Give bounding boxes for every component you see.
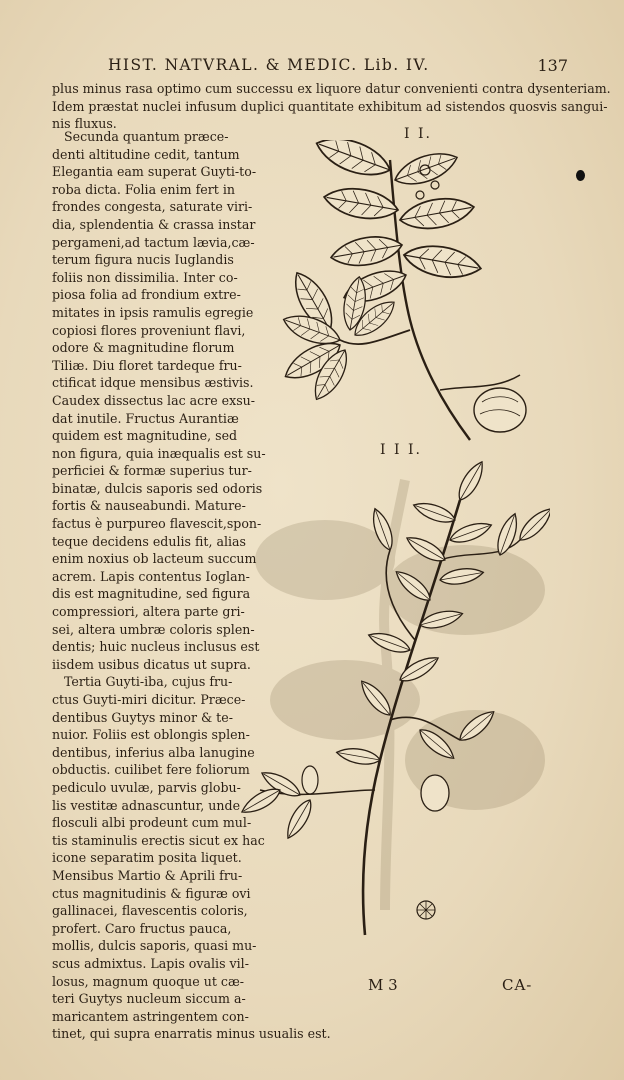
- text-line: Mensibus Martio & Aprili fru-: [52, 867, 243, 883]
- text-line: binatæ, dulcis saporis sed odoris: [52, 480, 263, 496]
- text-line: Idem præstat nuclei infusum duplici quantitate exhibitum ad sistendos quosvis sangui-: [52, 98, 608, 114]
- top-paragraph: [52, 80, 611, 133]
- text-line: iisdem usibus dicatus ut supra.: [52, 656, 251, 672]
- figure-3-label: I I I.: [380, 442, 422, 458]
- text-line: factus è purpureo flavescit,spon-: [52, 516, 262, 532]
- figure-3-plant-illustration: [240, 460, 550, 940]
- text-line: plus minus rasa optimo cum successu ex liquore datur convenienti contra dysenteriam.: [52, 81, 611, 96]
- text-column: [52, 128, 331, 1043]
- text-line: dis est magnitudine, sed figura: [52, 586, 251, 602]
- text-line: flosculi albi prodeunt cum mul-: [52, 815, 252, 831]
- text-line: roba dicta. Folia enim fert in: [52, 181, 235, 197]
- text-line: denti altitudine cedit, tantum: [52, 146, 240, 162]
- text-line: mitates in ipsis ramulis egregie: [52, 304, 254, 320]
- text-line: Tiliæ. Diu floret tardeque fru-: [52, 357, 242, 373]
- text-line: mollis, dulcis saporis, quasi mu-: [52, 938, 257, 954]
- text-line: perficiei & formæ superius tur-: [52, 463, 252, 479]
- page-header: [108, 56, 568, 78]
- text-line: teque decidens edulis fit, alias: [52, 533, 246, 549]
- text-line: terum figura nucis Iuglandis: [52, 252, 234, 268]
- text-line: Secunda quantum præce-: [64, 129, 229, 144]
- text-line: scus admixtus. Lapis ovalis vil-: [52, 955, 249, 971]
- text-line: fortis & nauseabundi. Mature-: [52, 498, 246, 514]
- text-line: sei, altera umbræ coloris splen-: [52, 621, 255, 637]
- text-line: maricantem astringentem con-: [52, 1008, 249, 1024]
- text-line: lis vestitæ adnascuntur, unde: [52, 797, 241, 813]
- text-line: nuior. Foliis est oblongis splen-: [52, 727, 250, 743]
- text-line: ctus Guyti-miri dicitur. Præce-: [52, 692, 246, 707]
- text-line: compressiori, altera parte gri-: [52, 604, 245, 620]
- text-line: Caudex dissectus lac acre exsu-: [52, 392, 256, 408]
- text-line: pergameni,ad tactum lævia,cæ-: [52, 234, 255, 250]
- text-line: nis fluxus.: [52, 116, 117, 132]
- figure-2-plant-illustration: [270, 140, 540, 450]
- text-line: dia, splendentia & crassa instar: [52, 216, 256, 232]
- text-line: pediculo uvulæ, parvis globu-: [52, 779, 241, 795]
- text-line: dentibus Guytys minor & te-: [52, 709, 233, 725]
- catchword: CA-: [502, 976, 533, 994]
- text-line: profert. Caro fructus pauca,: [52, 920, 232, 936]
- text-line: icone separatim posita liquet.: [52, 850, 242, 866]
- text-line: ctificat idque mensibus æstivis.: [52, 375, 254, 391]
- text-line: dat inutile. Fructus Aurantiæ: [52, 410, 239, 426]
- text-line: tis staminulis erectis sicut ex hac: [52, 832, 265, 848]
- figure-2-label: I I.: [404, 126, 432, 142]
- text-line: losus, magnum quoque ut cæ-: [52, 973, 245, 989]
- text-line: frondes congesta, saturate viri-: [52, 199, 253, 215]
- text-line: Elegantia eam superat Guyti-to-: [52, 164, 257, 180]
- text-line: tinet, qui supra enarratis minus usualis est.: [52, 1026, 331, 1042]
- text-line: quidem est magnitudine, sed: [52, 428, 238, 444]
- text-line: Tertia Guyti-iba, cujus fru-: [64, 674, 233, 690]
- text-line: acrem. Lapis contentus Ioglan-: [52, 568, 250, 584]
- text-line: teri Guytys nucleum siccum a-: [52, 991, 246, 1007]
- signature-mark: M 3: [368, 976, 398, 994]
- text-line: piosa folia ad frondium extre-: [52, 287, 241, 303]
- text-line: foliis non dissimilia. Inter co-: [52, 269, 238, 285]
- page-number: 137: [537, 56, 568, 75]
- text-line: ctus magnitudinis & figuræ ovi: [52, 885, 251, 901]
- text-line: dentibus, inferius alba lanugine: [52, 744, 255, 760]
- text-line: gallinacei, flavescentis coloris,: [52, 903, 248, 919]
- text-line: dentis; huic nucleus inclusus est: [52, 639, 260, 655]
- text-line: obductis. cuilibet fere foliorum: [52, 762, 250, 778]
- text-line: non figura, quia inæqualis est su-: [52, 445, 266, 461]
- text-line: odore & magnitudine florum: [52, 340, 235, 356]
- text-line: copiosi flores proveniunt flavi,: [52, 322, 246, 338]
- running-head: HIST. NATVRAL. & MEDIC. Lib. IV.: [108, 56, 430, 74]
- page-hole: [576, 170, 585, 181]
- text-line: enim noxius ob lacteum succum: [52, 551, 257, 567]
